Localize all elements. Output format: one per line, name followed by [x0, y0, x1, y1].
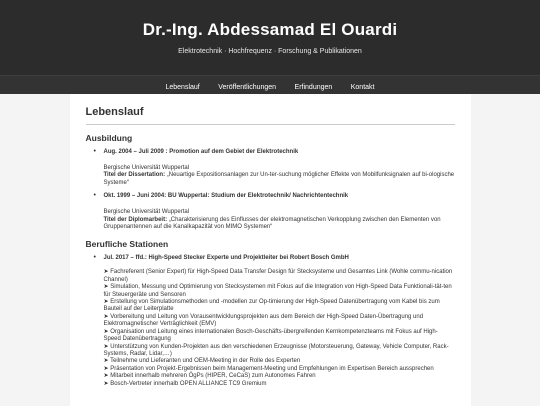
career-bullet: ➤ Fachreferent (Senior Expert) für High-Speed Data Transfer Design für Stecksysteme und Gesamtes Link (Wohle commu-nication Channel)	[103, 269, 453, 283]
career-bullet: ➤ Bosch-Vertreter innerhalb OPEN ALLIANCE TC9 Gremium	[103, 380, 267, 387]
education-details	[104, 165, 455, 187]
career-bullet: ➤ Mitarbeit innerhalb mehreren ÖgPs (HIPER, CeCaS) zum Autonomes Fahren	[103, 373, 316, 380]
education-entry	[100, 193, 455, 231]
career-period: • Jul. 2017 – ffd.: High-Speed Stecker Experte und Projektleiter bei Robert Bosch GmbH	[103, 255, 349, 262]
thesis-line	[104, 172, 455, 187]
career-bullet: ➤ Vorbereitung und Leitung von Vorausentwicklungsprojekten aus dem Bereich der High-Speed Daten-Übertragung und Elektromagnetischer Verträglichkeit (EMV)	[103, 313, 424, 328]
thesis-label: Titel der Dissertation:	[103, 172, 166, 179]
site-subtitle: Elektrotechnik · Hochfrequenz · Forschung & Publikationen	[178, 48, 362, 55]
page-background	[0, 94, 540, 406]
career-bullets	[104, 269, 455, 388]
nav-link-kontakt[interactable]: Kontakt	[350, 84, 375, 91]
university-name: Bergische Universität Wuppertal	[103, 209, 190, 216]
nav-link-erfindungen[interactable]: Erfindungen	[294, 84, 333, 91]
career-bullet: ➤ Erstellung von Simulationsmethoden und -modellen zur Op-timierung der High-Speed Datenübertragung vom Kabel bis zum Bauteil auf der Leiterplatte	[103, 299, 440, 313]
career-list	[86, 255, 455, 388]
nav-link-lebenslauf[interactable]: Lebenslauf	[165, 84, 200, 91]
thesis-label: Titel der Diplomarbeit:	[103, 216, 168, 223]
nav-link-veroeffentlichungen[interactable]: Veröffentlichungen	[218, 84, 277, 91]
thesis-line	[104, 217, 455, 232]
site-header	[0, 0, 540, 75]
main-nav	[0, 75, 540, 94]
career-bullet: ➤ Simulation, Messung und Optimierung von Stecksystemen mit Fokus auf die Integration von High-Speed Data Funktionali-tät-ten für Steuergeräte und Sensoren	[103, 284, 452, 298]
career-bullet: ➤ Unterstützung von Kunden-Projekten aus den verschiedenen Erzeugnisse (Motorsteuerung, Gateway, Vehicle Computer, Rack-Systems, Radar, Lidar,…)	[103, 343, 449, 357]
thesis-text: „Charakterisierung des Einflusses der elektromagnetischen Verkopplung zwischen den Elementen von Gruppenantennen auf die Kanalkapazität von MIMO Systemen“	[103, 216, 441, 231]
page-title: Lebenslauf	[85, 106, 144, 118]
section-heading-education: Ausbildung	[85, 133, 133, 143]
education-period: • Aug. 2004 – Juli 2009 : Promotion auf dem Gebiet der Elektrotechnik	[103, 149, 299, 155]
education-details	[104, 209, 455, 231]
career-entry	[100, 255, 455, 388]
education-list	[86, 149, 455, 231]
thesis-text: „Neuartige Expositionsanlagen zur Un-ter-suchung möglicher Effekte von Mobilfunksignalen auf bi-ologische Systeme“	[103, 172, 455, 186]
title-divider	[86, 124, 455, 125]
career-bullet: ➤ Organisation und Leitung eines internationalen Bosch-Geschäfts-übergreifenden Kernkompetenzteams mit Fokus auf High-Speed Datenübertragung	[103, 328, 438, 343]
education-entry	[100, 149, 455, 187]
section-heading-career: Berufliche Stationen	[85, 239, 169, 250]
education-period: • Okt. 1999 – Juni 2004: BU Wuppertal: Studium der Elektrotechnik/ Nachrichtentechnik	[103, 193, 349, 200]
main-content	[70, 94, 471, 406]
career-bullet: ➤ Teilnehme und Lieferanten und OEM-Meeting in der Rolle des Experten	[103, 358, 301, 365]
site-title: Dr.-Ing. Abdessamad El Ouardi	[142, 20, 398, 39]
career-bullet: ➤ Präsentation von Projekt-Ergebnissen beim Management-Meeting und Empfehlungen im Expertisen Bereich aussprechen	[103, 365, 434, 372]
university-name: Bergische Universität Wuppertal	[103, 165, 190, 171]
